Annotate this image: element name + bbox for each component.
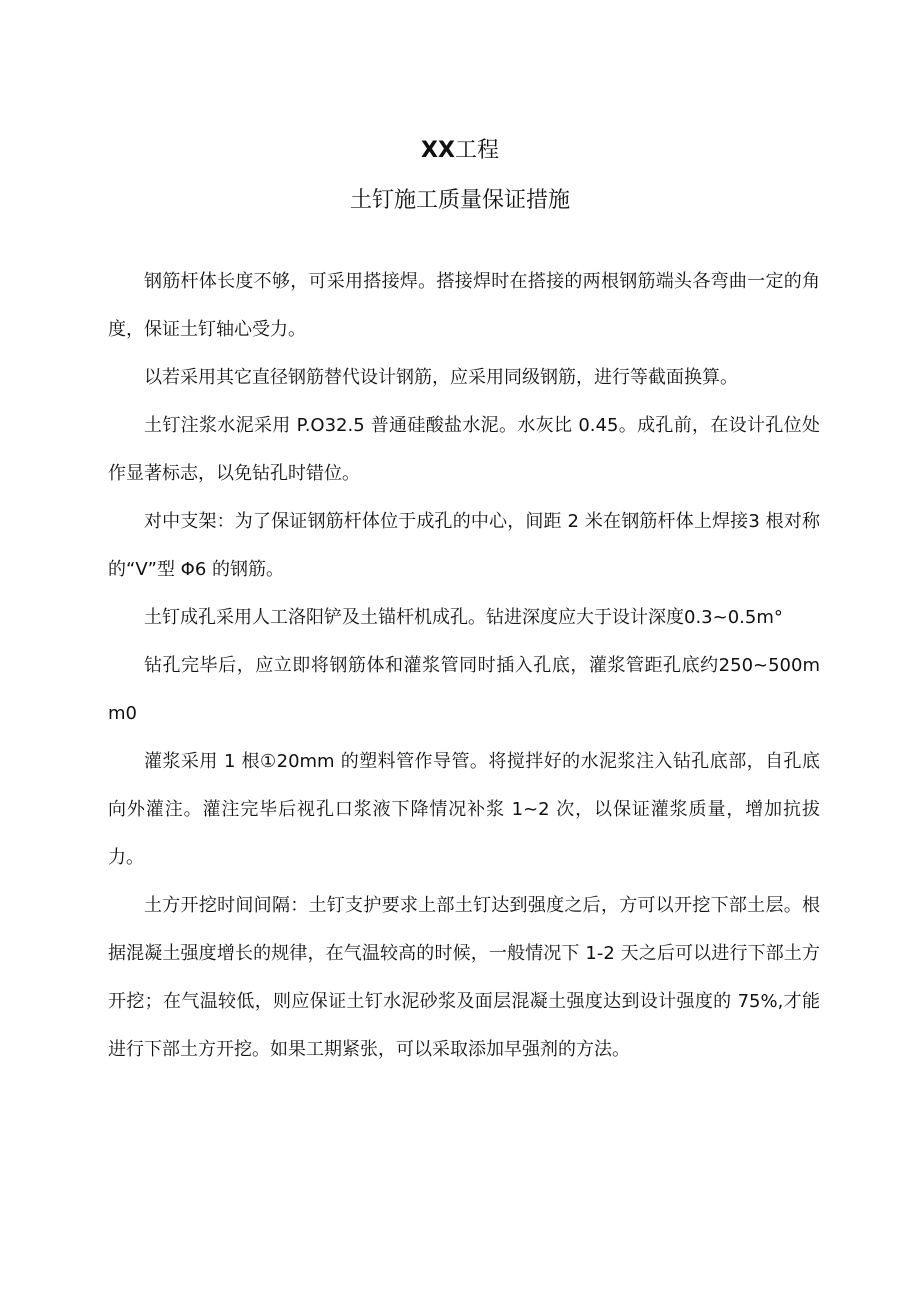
document-subtitle: 土钉施工质量保证措施 (349, 188, 570, 213)
title-rest: 工程 (454, 138, 499, 163)
paragraph-grouting: 灌浆采用 1 根①20mm 的塑料管作导管。将搅拌好的水泥浆注入钻孔底部，自孔底向外灌注。灌注完毕后视孔口浆液下降情况补浆 1~2 次，以保证灌浆质量，增加抗拔力。 (108, 751, 820, 868)
paragraph-grout-cement: 土钉注浆水泥采用 P.O32.5 普通硅酸盐水泥。水灰比 0.45。成孔前，在设计孔位处作显著标志，以免钻孔时错位。 (108, 415, 820, 484)
title-prefix: XX (421, 138, 455, 163)
document-title (0, 136, 920, 166)
paragraph-centering-bracket: 对中支架：为了保证钢筋杆体位于成孔的中心，间距 2 米在钢筋杆体上焊接3 根对称的“V”型 Φ6 的钢筋。 (108, 511, 820, 580)
paragraph-excavation-interval: 土方开挖时间间隔：土钉支护要求上部土钉达到强度之后，方可以开挖下部土层。根据混凝土强度增长的规律，在气温较高的时候，一般情况下 1-2 天之后可以进行下部土方开挖；在气温较低，则应保证土钉水泥砂浆及面层混凝土强度达到设计强度的 75%,才能进行下部土方开挖。如果工期紧张，可以采取添加早强剂的方法。 (108, 895, 820, 1060)
paragraph-hole-drilling: 土钉成孔采用人工洛阳铲及土锚杆机成孔。钻进深度应大于设计深度0.3~0.5m° (144, 607, 783, 628)
paragraph-rebar-substitution: 以若采用其它直径钢筋替代设计钢筋，应采用同级钢筋，进行等截面换算。 (144, 367, 738, 388)
paragraph-rebar-length: 钢筋杆体长度不够，可采用搭接焊。搭接焊时在搭接的两根钢筋端头各弯曲一定的角度，保证土钉轴心受力。 (108, 271, 820, 340)
document-body (108, 258, 820, 1074)
paragraph-grout-pipe-insertion: 钻孔完毕后，应立即将钢筋体和灌浆管同时插入孔底，灌浆管距孔底约250~500mm0 (108, 655, 820, 724)
